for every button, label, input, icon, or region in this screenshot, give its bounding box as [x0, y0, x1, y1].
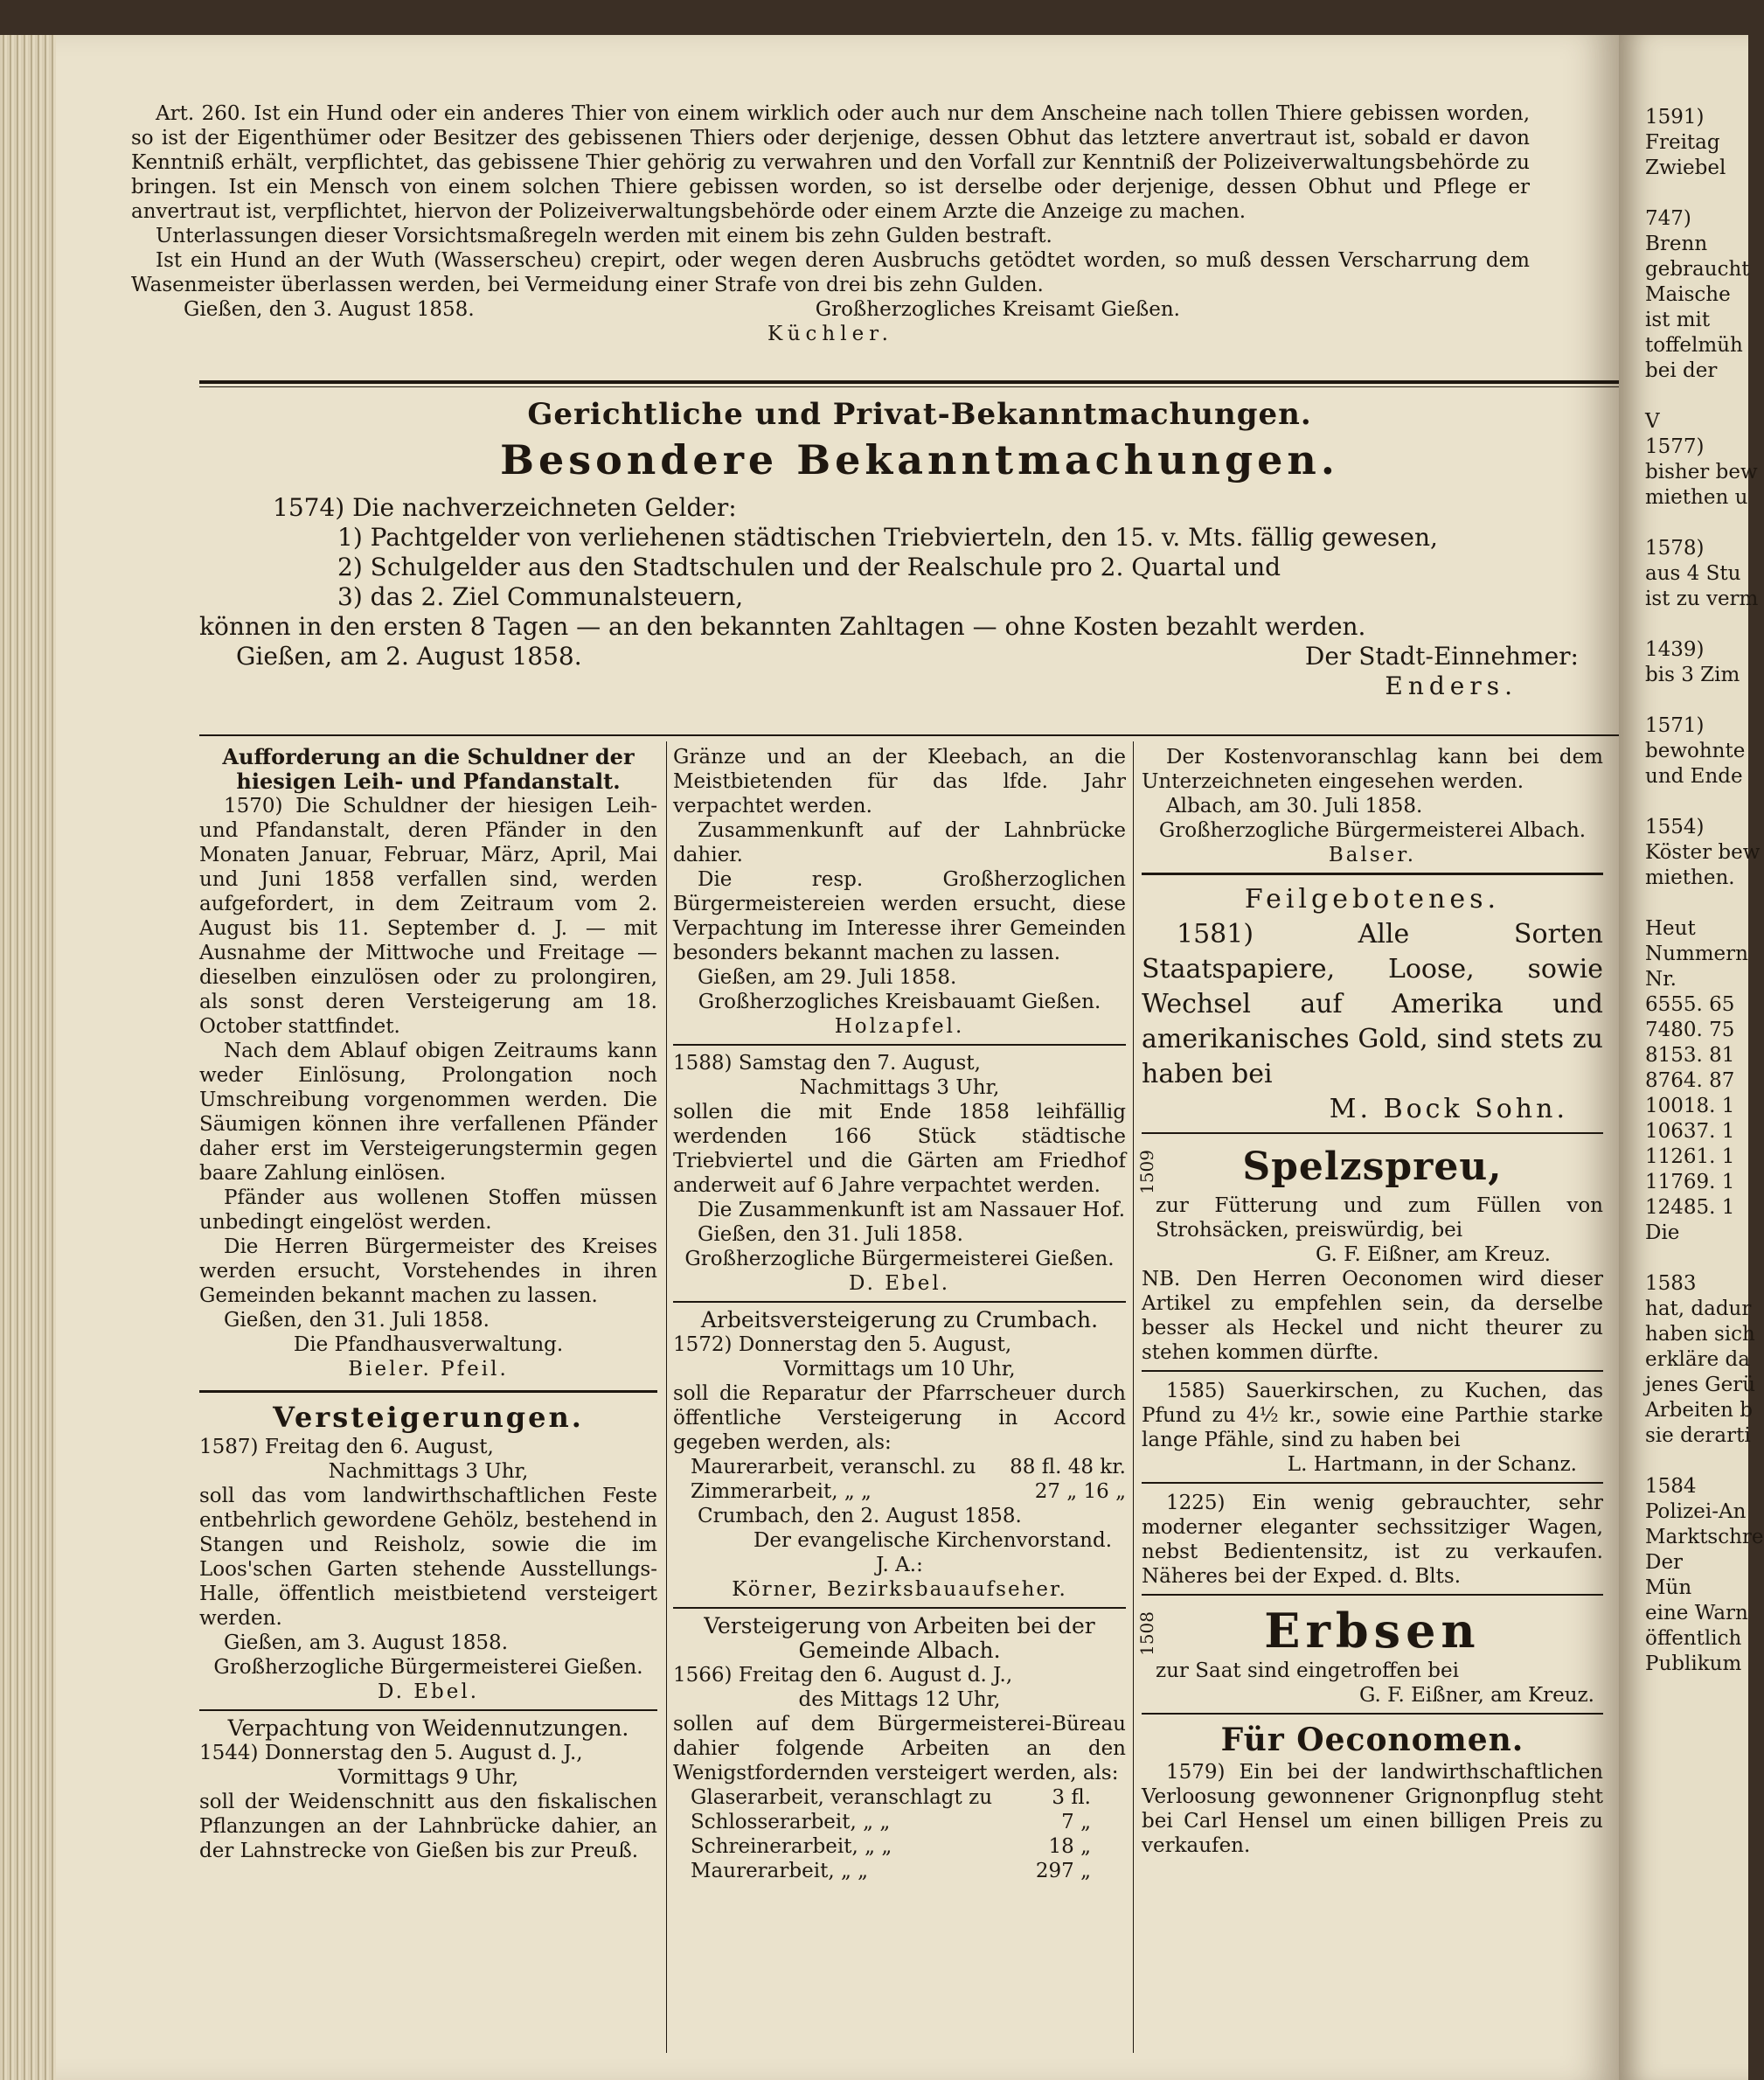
column-1 [199, 745, 657, 1863]
column-2-rule-2 [673, 1296, 1126, 1303]
adjacent-page-line: 1577) [1645, 435, 1705, 458]
article-260 [131, 101, 1530, 346]
notice-1509-title: Spelzspreu, [1242, 1144, 1503, 1189]
notice-1508 [1136, 1603, 1603, 1708]
notice-1572-row-1 [673, 1455, 1126, 1479]
notice-1588-date: Gießen, den 31. Juli 1858. [698, 1223, 963, 1246]
column-1-rule-1 [199, 1381, 657, 1393]
adjacent-page-line [1619, 181, 1764, 206]
notice-1566-row-1-value: 3 fl. [1052, 1786, 1091, 1809]
adjacent-page-line: 1591) [1645, 106, 1705, 129]
notice-1572-title: Arbeitsversteigerung zu Crumbach. [700, 1307, 1099, 1332]
notice-1587-line-1: 1587) Freitag den 6. August, [199, 1436, 494, 1458]
notice-1508-signer: G. F. Eißner, am Kreuz. [1358, 1684, 1594, 1707]
column-1-rule-2 [199, 1704, 657, 1711]
adjacent-page-line [1619, 511, 1764, 536]
adjacent-page-line: Zwiebel [1645, 157, 1726, 179]
notice-1509-body: zur Fütterung und zum Füllen von Strohsäcken, preiswürdig, bei [1156, 1194, 1603, 1242]
notice-1572-ia: J. A.: [876, 1554, 923, 1576]
notice-1566-row-2-label: Schlosserarbeit, „ „ [691, 1811, 891, 1833]
notice-1570-paragraph-1: 1570) Die Schuldner der hiesigen Leih- und Pfandanstalt, deren Pfänder in den Monaten Januar, Februar, März, April, Mai und Juni 1858 verfallen sind, werden aufgefordert, in dem Zeitraum vom 2. August bis 11. September d. J. — mit Ausnahme der Mittwoche und Freitage — dieselben einzulösen oder zu prolongiren, als sonst deren Versteigerung am 18. October stattfindet. [199, 795, 657, 1038]
adjacent-page-line [1619, 384, 1764, 409]
adjacent-page-line: 12485. 1 [1645, 1196, 1735, 1219]
adjacent-page-line: öffentlich [1645, 1627, 1742, 1650]
notice-1566-row-3-label: Schreinerarbeit, „ „ [691, 1835, 892, 1858]
adjacent-page-line: haben sich [1645, 1323, 1755, 1346]
adjacent-page-text [1619, 105, 1764, 1677]
notice-1544-body: soll der Weidenschnitt aus den fiskalischen Pflanzungen an der Lahnbrücke dahier, an der Lahnstrecke von Gießen bis zur Preuß. [199, 1791, 657, 1862]
adjacent-page-line: Die [1645, 1221, 1680, 1244]
section-title: Gerichtliche und Privat-Bekanntmachungen. [527, 397, 1312, 432]
notice-1544-request: Die resp. Großherzoglichen Bürgermeistereien werden ersucht, diese Verpachtung im Interesse ihrer Gemeinden besonders bekannt machen zu lassen. [673, 868, 1126, 964]
article-260-paragraph-1: Art. 260. Ist ein Hund oder ein anderes Thier von einem wirklich oder auch nur dem Anscheine nach tollen Thiere gebissen worden, so ist der Eigenthümer oder Besitzer des gebissenen Thiers oder derjenige, dessen Obhut das letztere anvertraut ist, sobald er davon Kenntniß erhält, verpflichtet, das gebissene Thier gehörig zu verwahren und den Vorfall zur Kenntniß der Polizeiverwaltungsbehörde zu bringen. Ist ein Mensch von einem solchen Thiere gebissen worden, so ist derselbe oder derjenige, dessen Obhut und Pflege er anvertraut ist, verpflichtet, hiervon der Polizeiverwaltungsbehörde oder einem Arzte die Anzeige zu machen. [131, 102, 1530, 223]
adjacent-page-line: miethen u [1645, 486, 1748, 509]
notice-1566-row-4-value: 297 „ [1035, 1860, 1091, 1882]
adjacent-page-line: Arbeiten b [1645, 1399, 1753, 1422]
notice-1588-signer: D. Ebel. [848, 1272, 951, 1295]
notice-1566-row-3-value: 18 „ [1048, 1835, 1091, 1858]
adjacent-page-line: 1571) [1645, 714, 1705, 737]
adjacent-page-line [1619, 891, 1764, 916]
notice-1566-line-2: des Mittags 12 Uhr, [798, 1688, 1001, 1711]
notice-1581-body: 1581) Alle Sorten Staatspapiere, Loose, sowie Wechsel auf Amerika und amerikanisches Gold, sind stets zu haben bei [1142, 919, 1603, 1089]
notice-1566-row-4 [673, 1859, 1126, 1883]
auctions-title: Versteigerungen. [273, 1401, 584, 1434]
notice-1585-body: 1585) Sauerkirschen, zu Kuchen, das Pfund zu 4½ kr., sowie eine Parthie starke lange Pfähle, sind zu haben bei [1142, 1380, 1603, 1451]
adjacent-page-line: Nr. [1645, 968, 1677, 991]
notice-1566-row-1-label: Glaserarbeit, veranschlagt zu [691, 1786, 993, 1809]
article-260-paragraph-2: Unterlassungen dieser Vorsichtsmaßregeln werden mit einem bis zehn Gulden bestraft. [156, 225, 1052, 247]
notice-1585-signer: L. Hartmann, in der Schanz. [1287, 1453, 1577, 1476]
notice-1574-signer: Enders. [1385, 671, 1517, 700]
adjacent-page-line: Polizei-An [1645, 1500, 1747, 1523]
notice-1572-row-1-label: Maurerarbeit, veranschl. zu [691, 1456, 976, 1478]
notice-1570-title: Aufforderung an die Schuldner der hiesigen Leih- und Pfandanstalt. [222, 744, 635, 794]
adjacent-page-line: 11769. 1 [1645, 1171, 1735, 1193]
notice-1572-row-1-value: 88 fl. 48 kr. [1010, 1456, 1126, 1478]
adjacent-page-line: sie derarti [1645, 1424, 1751, 1447]
adjacent-page-line: ist mit [1645, 309, 1711, 331]
adjacent-page-line: und Ende [1645, 765, 1743, 788]
adjacent-page-line: erkläre da [1645, 1348, 1750, 1371]
notice-1570-signer: Bieler. Pfeil. [348, 1358, 509, 1381]
notice-1572-row-2-value: 27 „ 16 „ [1034, 1480, 1126, 1503]
adjacent-page-line: miethen. [1645, 866, 1735, 889]
adjacent-page-line: 1439) [1645, 638, 1705, 661]
adjacent-page-line [1619, 1246, 1764, 1271]
adjacent-page-line: jenes Gerü [1645, 1374, 1756, 1396]
column-3-rule-6 [1142, 1708, 1603, 1715]
adjacent-page-line: bei der [1645, 359, 1718, 382]
notice-1572-row-2 [673, 1479, 1126, 1504]
column-divider-2 [1133, 741, 1134, 2053]
book-page-edges [0, 35, 56, 2080]
column-3-rule-3 [1142, 1365, 1603, 1372]
notice-1574-item-3: 3) das 2. Ziel Communalsteuern, [337, 582, 744, 611]
notice-1588-meeting: Die Zusammenkunft ist am Nassauer Hof. [698, 1199, 1126, 1221]
notice-1508-title: Erbsen [1264, 1603, 1481, 1659]
notice-1566-line-1: 1566) Freitag den 6. August d. J., [673, 1664, 1013, 1687]
notice-1587-line-2: Nachmittags 3 Uhr, [328, 1460, 529, 1483]
notice-1579-body: 1579) Ein bei der landwirthschaftlichen Verloosung gewonnener Grignonpflug steht bei Carl Hensel um einen billigen Preis zu verkaufen. [1142, 1761, 1603, 1857]
notice-1570-paragraph-3: Pfänder aus wollenen Stoffen müssen unbedingt eingelöst werden. [199, 1186, 657, 1234]
notice-1566-row-4-label: Maurerarbeit, „ „ [691, 1860, 869, 1882]
notice-1509-signer: G. F. Eißner, am Kreuz. [1315, 1243, 1551, 1266]
adjacent-page-line: V [1645, 410, 1660, 433]
adjacent-page-line: gebraucht [1645, 258, 1750, 281]
notice-1570-date: Gießen, den 31. Juli 1858. [224, 1309, 490, 1332]
adjacent-page-line: Heut [1645, 917, 1696, 940]
notice-1574-office: Der Stadt-Einnehmer: [1304, 642, 1579, 671]
notice-1544-continued-body: Gränze und an der Kleebach, an die Meistbietenden für das lfde. Jahr verpachtet werden. [673, 746, 1126, 817]
adjacent-page-line: 1554) [1645, 816, 1705, 838]
article-260-signer: Küchler. [767, 323, 893, 345]
adjacent-page-line: 7480. 75 [1645, 1019, 1735, 1041]
adjacent-page-line: bis 3 Zim [1645, 664, 1740, 686]
adjacent-page-line: 10018. 1 [1645, 1095, 1735, 1117]
for-sale-title: Feilgebotenes. [1244, 884, 1501, 915]
newspaper-page [56, 35, 1619, 2080]
notice-1566-row-1 [673, 1785, 1126, 1810]
adjacent-page-line: toffelmüh [1645, 334, 1743, 357]
adjacent-page-line: Marktschre [1645, 1526, 1764, 1548]
notice-1566-row-2 [673, 1810, 1126, 1834]
column-divider-1 [666, 741, 667, 2053]
notice-1581-signer: M. Bock Sohn. [1329, 1094, 1568, 1124]
column-2-rule-3 [673, 1602, 1126, 1609]
adjacent-page-line: 8153. 81 [1645, 1044, 1735, 1067]
notice-1570-paragraph-4: Die Herren Bürgermeister des Kreises werden ersucht, Vorstehendes in ihren Gemeinden bekannt machen zu lassen. [199, 1235, 657, 1307]
notice-1508-body: zur Saat sind eingetroffen bei [1156, 1659, 1459, 1682]
article-260-office: Großherzogliches Kreisamt Gießen. [815, 298, 1180, 321]
adjacent-page-line: Der [1645, 1551, 1684, 1574]
notice-1572-signer: Körner, Bezirksbauaufseher. [732, 1578, 1067, 1601]
notice-1587-signer: D. Ebel. [377, 1680, 480, 1703]
columns-top-rule [199, 734, 1640, 736]
notice-1566-row-2-value: 7 „ [1061, 1811, 1091, 1833]
notice-1588-line-1: 1588) Samstag den 7. August, [673, 1052, 981, 1075]
adjacent-page-line: 1583 [1645, 1272, 1697, 1295]
notice-1588-line-2: Nachmittags 3 Uhr, [799, 1076, 1000, 1099]
notice-1509-nb: NB. Den Herren Oeconomen wird dieser Artikel zu empfehlen sein, da derselbe besser als Heckel und nicht theurer zu stehen kommen dürfte. [1142, 1268, 1603, 1364]
notice-1574-item-2: 2) Schulgelder aus den Stadtschulen und der Realschule pro 2. Quartal und [337, 553, 1281, 581]
column-3 [1136, 745, 1603, 1858]
adjacent-page-line [1619, 612, 1764, 637]
notice-1566-title: Versteigerung von Arbeiten bei der Gemeinde Albach. [704, 1613, 1095, 1663]
adjacent-page-line: Freitag [1645, 131, 1720, 154]
adjacent-page-line: 1578) [1645, 537, 1705, 560]
section-divider [199, 380, 1640, 387]
adjacent-page-line: hat, dadur [1645, 1297, 1752, 1320]
notice-1572-line-1: 1572) Donnerstag den 5. August, [673, 1333, 1012, 1356]
notice-1544-title: Verpachtung von Weidennutzungen. [227, 1715, 629, 1741]
notice-1566-body: sollen auf dem Bürgermeisterei-Büreau dahier folgende Arbeiten an den Wenigstfordernden versteigert werden, als: [673, 1713, 1126, 1784]
notice-1587-date: Gießen, am 3. August 1858. [224, 1631, 508, 1654]
notice-1588-office: Großherzogliche Bürgermeisterei Gießen. [684, 1248, 1115, 1270]
notice-1574-intro: 1574) Die nachverzeichneten Gelder: [273, 493, 737, 522]
notice-1572-row-2-label: Zimmerarbeit, „ „ [691, 1480, 872, 1503]
adjacent-page-line: Brenn [1645, 233, 1708, 255]
adjacent-page [1619, 35, 1764, 2080]
adjacent-page-line [1619, 790, 1764, 815]
column-3-rule-5 [1142, 1589, 1603, 1596]
article-260-date: Gießen, den 3. August 1858. [184, 298, 475, 321]
notice-1544-meeting: Zusammenkunft auf der Lahnbrücke dahier. [673, 819, 1126, 866]
for-farmers-title: Für Oeconomen. [1220, 1722, 1524, 1758]
adjacent-page-line: Maische [1645, 283, 1731, 306]
notice-1566-signer: Balser. [1328, 844, 1417, 866]
adjacent-page-line [1619, 688, 1764, 713]
adjacent-page-line: 10637. 1 [1645, 1120, 1735, 1143]
notice-1544-office: Großherzogliches Kreisbauamt Gießen. [698, 991, 1101, 1013]
notice-1574 [199, 493, 1640, 701]
notice-1508-number: 1508 [1136, 1611, 1157, 1656]
notice-1509 [1136, 1141, 1603, 1365]
adjacent-page-line: Nummern [1645, 943, 1748, 965]
adjacent-page-line: 747) [1645, 207, 1691, 230]
notice-1566-cost-estimate: Der Kostenvoranschlag kann bei dem Unterzeichneten eingesehen werden. [1142, 746, 1603, 793]
notice-1588-body: sollen die mit Ende 1858 leihfällig werdenden 166 Stück städtische Triebviertel und die Gärten am Friedhof anderweit auf 6 Jahre verpachtet werden. [673, 1101, 1126, 1197]
adjacent-page-line: Publikum [1645, 1652, 1742, 1675]
special-announcements-title: Besondere Bekanntmachungen. [500, 436, 1339, 483]
adjacent-page-line: 1584 [1645, 1475, 1697, 1498]
adjacent-page-line: Köster bew [1645, 841, 1761, 864]
notice-1544-date: Gießen, am 29. Juli 1858. [698, 966, 957, 989]
notice-1572-office: Der evangelische Kirchenvorstand. [753, 1529, 1112, 1552]
column-2-rule-1 [673, 1039, 1126, 1046]
notice-1544-signer: Holzapfel. [834, 1015, 965, 1038]
notice-1574-item-1: 1) Pachtgelder von verliehenen städtischen Triebvierteln, den 15. v. Mts. fällig gewesen, [337, 523, 1438, 552]
adjacent-page-line: ist zu verm [1645, 588, 1759, 610]
notice-1566-date: Albach, am 30. Juli 1858. [1166, 795, 1423, 817]
notice-1587-body: soll das vom landwirthschaftlichen Feste entbehrlich gewordene Gehölz, bestehend in Stangen und Reisholz, sowie die im Loos'schen Garten stehende Ausstellungs-Halle, öffentlich meistbietend versteigert werden. [199, 1485, 657, 1630]
notice-1570-paragraph-2: Nach dem Ablauf obigen Zeitraums kann weder Einlösung, Prolongation noch Umschreibung vorgenommen werden. Die Säumigen können ihre verfallenen Pfänder daher erst im Versteigerungstermin gegen baare Zahlung einlösen. [199, 1040, 657, 1185]
notice-1574-closing: können in den ersten 8 Tagen — an den bekannten Zahltagen — ohne Kosten bezahlt werden. [199, 612, 1366, 641]
column-3-rule-4 [1142, 1477, 1603, 1484]
adjacent-page-line: Mün [1645, 1576, 1692, 1599]
adjacent-page-line: bewohnte [1645, 740, 1746, 762]
notice-1544-line-2: Vormittags 9 Uhr, [337, 1766, 519, 1789]
adjacent-page-line: eine Warn [1645, 1602, 1748, 1624]
notice-1509-number: 1509 [1136, 1150, 1157, 1194]
adjacent-page-line: 8764. 87 [1645, 1069, 1735, 1092]
article-260-paragraph-3: Ist ein Hund an der Wuth (Wasserscheu) crepirt, oder wegen deren Ausbruchs getödtet worden, so muß dessen Verscharrung dem Wasenmeister überlassen werden, bei Vermeidung einer Strafe von drei bis zehn Gulden. [131, 249, 1530, 296]
notice-1572-date: Crumbach, den 2. August 1858. [698, 1505, 1022, 1527]
column-3-rule-2 [1142, 1127, 1603, 1134]
notice-1566-row-3 [673, 1834, 1126, 1859]
adjacent-page-line: 11261. 1 [1645, 1145, 1735, 1168]
adjacent-page-line: 6555. 65 [1645, 993, 1735, 1016]
notice-1544-line-1: 1544) Donnerstag den 5. August d. J., [199, 1742, 583, 1764]
column-3-rule-1 [1142, 867, 1603, 875]
adjacent-page-line [1619, 1449, 1764, 1474]
column-2 [673, 745, 1126, 1883]
adjacent-page-line: bisher bew [1645, 461, 1758, 483]
notice-1587-office: Großherzogliche Bürgermeisterei Gießen. [213, 1656, 643, 1679]
notice-1566-office: Großherzogliche Bürgermeisterei Albach. [1158, 819, 1587, 842]
adjacent-page-line: aus 4 Stu [1645, 562, 1741, 585]
notice-1572-line-2: Vormittags um 10 Uhr, [783, 1358, 1016, 1381]
notice-1570-office: Die Pfandhausverwaltung. [293, 1333, 564, 1356]
notice-1225-body: 1225) Ein wenig gebrauchter, sehr moderner eleganter sechssitziger Wagen, nebst Bedientensitz, ist zu verkaufen. Näheres bei der Exped. d. Blts. [1142, 1492, 1603, 1588]
notice-1574-date: Gießen, am 2. August 1858. [236, 642, 582, 671]
notice-1572-body: soll die Reparatur der Pfarrscheuer durch öffentliche Versteigerung in Accord gegeben werden, als: [673, 1382, 1126, 1454]
